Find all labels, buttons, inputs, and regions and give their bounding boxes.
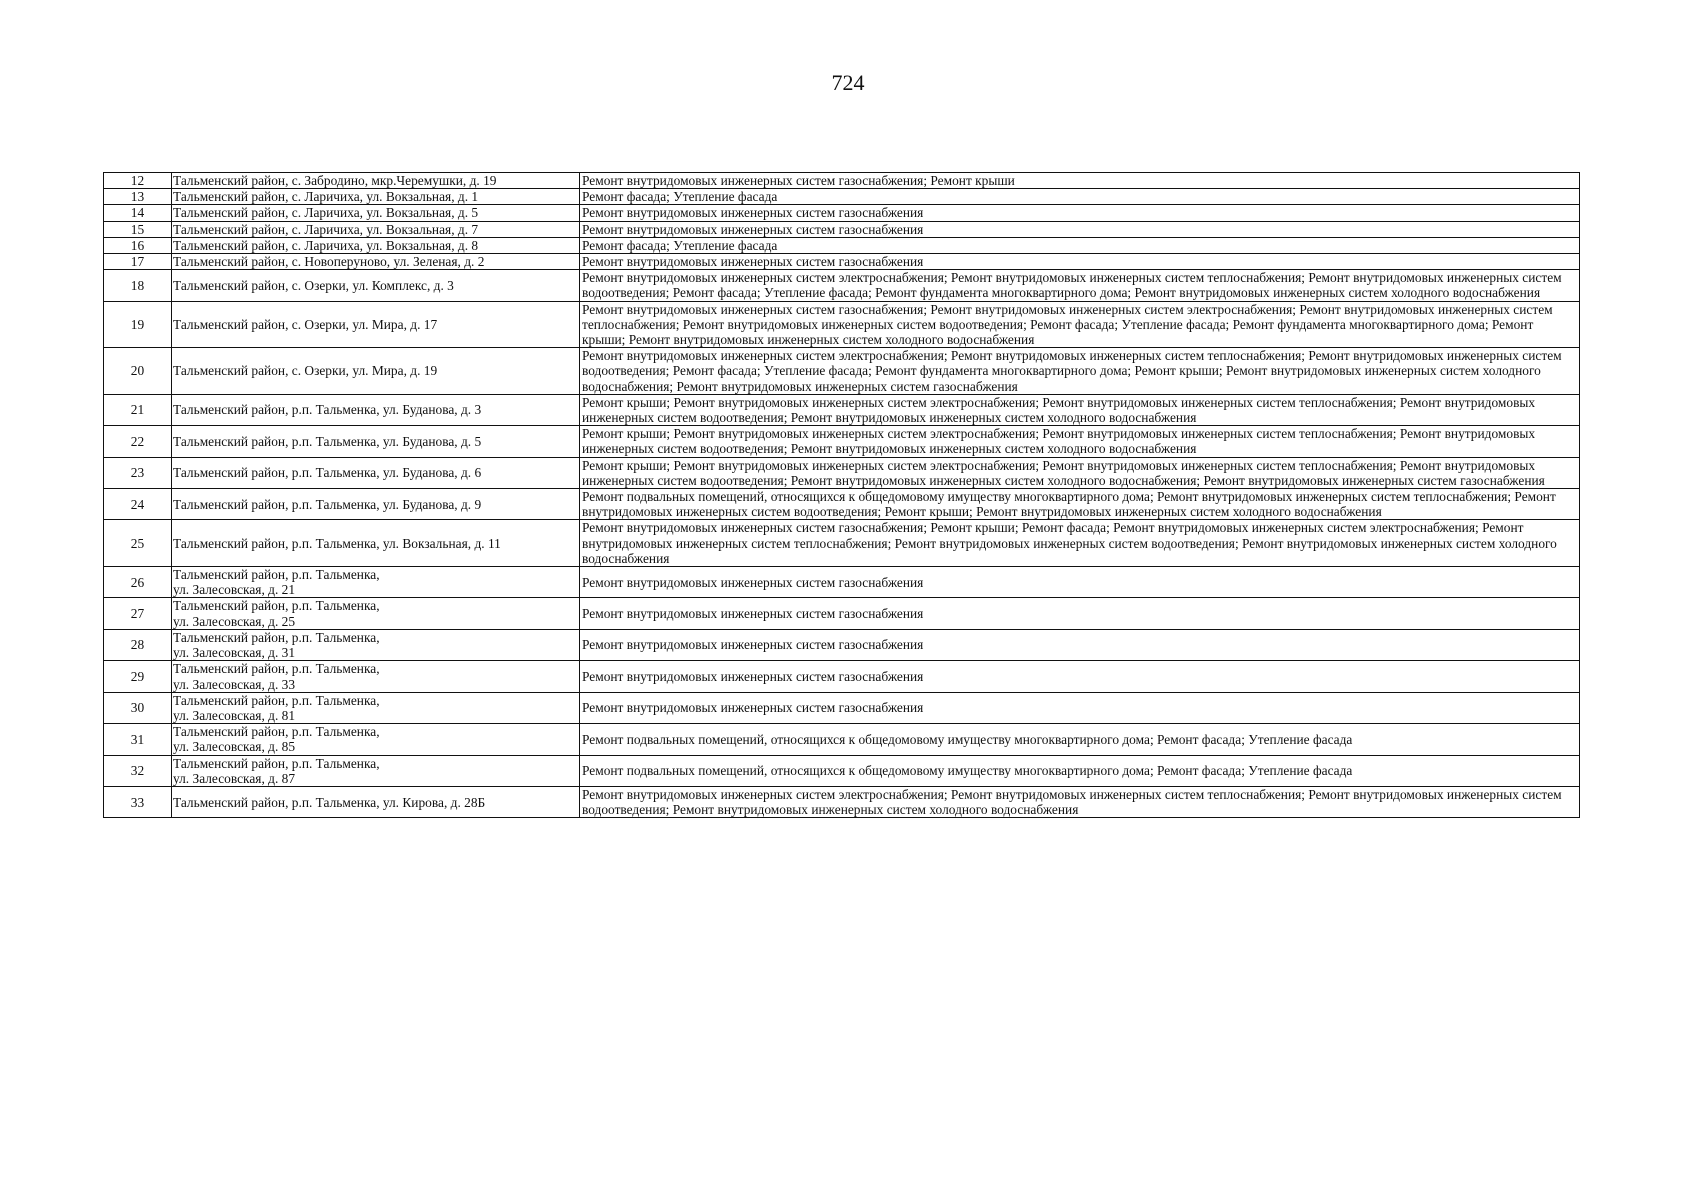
row-number: 26 xyxy=(104,567,172,598)
row-address-line: ул. Залесовская, д. 21 xyxy=(173,582,296,598)
row-number: 33 xyxy=(104,786,172,817)
row-address: Тальменский район, р.п. Тальменка, ул. Вокзальная, д. 11 xyxy=(172,520,580,567)
row-number: 19 xyxy=(104,301,172,348)
row-address: Тальменский район, р.п. Тальменка, ул. Буданова, д. 5 xyxy=(172,426,580,457)
row-address-line: Тальменский район, р.п. Тальменка, xyxy=(173,692,380,708)
table-row xyxy=(104,692,1580,723)
row-number: 25 xyxy=(104,520,172,567)
row-address-line: Тальменский район, р.п. Тальменка, xyxy=(173,724,380,740)
row-address-line: Тальменский район, р.п. Тальменка, xyxy=(173,598,380,614)
row-work: Ремонт подвальных помещений, относящихся к общедомовому имуществу многоквартирного дома; Ремонт фасада; Утепление фасада xyxy=(580,724,1580,755)
row-number: 30 xyxy=(104,692,172,723)
row-work: Ремонт крыши; Ремонт внутридомовых инженерных систем электроснабжения; Ремонт внутридомовых инженерных систем теплоснабжения; Ремонт внутридомовых инженерных систем водоотведения; Ремонт внутридомовых инженерных систем холодного водоснабжения xyxy=(580,426,1580,457)
row-number: 13 xyxy=(104,189,172,205)
row-number: 31 xyxy=(104,724,172,755)
row-address xyxy=(172,692,580,723)
row-address: Тальменский район, с. Забродино, мкр.Черемушки, д. 19 xyxy=(172,173,580,189)
table-row xyxy=(104,221,1580,237)
row-number: 21 xyxy=(104,394,172,425)
row-work: Ремонт фасада; Утепление фасада xyxy=(580,189,1580,205)
row-address-line: Тальменский район, р.п. Тальменка, xyxy=(173,755,380,771)
table-row xyxy=(104,786,1580,817)
row-work: Ремонт внутридомовых инженерных систем газоснабжения; Ремонт внутридомовых инженерных систем электроснабжения; Ремонт внутридомовых инженерных систем теплоснабжения; Ремонт внутридомовых инженерных систем водоотведения; Ремонт фасада; Утепление фасада; Ремонт фундамента многоквартирного дома; Ремонт крыши; Ремонт внутридомовых инженерных систем холодного водоснабжения xyxy=(580,301,1580,348)
row-address-line: Тальменский район, р.п. Тальменка, xyxy=(173,567,380,583)
table-row xyxy=(104,301,1580,348)
row-address: Тальменский район, с. Ларичиха, ул. Вокзальная, д. 5 xyxy=(172,205,580,221)
row-number: 28 xyxy=(104,629,172,660)
table-row xyxy=(104,489,1580,520)
row-address xyxy=(172,598,580,629)
table-row xyxy=(104,254,1580,270)
row-work: Ремонт внутридомовых инженерных систем газоснабжения xyxy=(580,567,1580,598)
row-work: Ремонт внутридомовых инженерных систем газоснабжения xyxy=(580,221,1580,237)
row-address: Тальменский район, р.п. Тальменка, ул. Буданова, д. 9 xyxy=(172,489,580,520)
row-number: 23 xyxy=(104,457,172,488)
page-number: 724 xyxy=(831,70,865,95)
row-address-line: Тальменский район, р.п. Тальменка, xyxy=(173,629,380,645)
table-row xyxy=(104,598,1580,629)
row-work: Ремонт внутридомовых инженерных систем газоснабжения; Ремонт крыши; Ремонт фасада; Ремонт внутридомовых инженерных систем электроснабжения; Ремонт внутридомовых инженерных систем теплоснабжения; Ремонт внутридомовых инженерных систем водоотведения; Ремонт внутридомовых инженерных систем холодного водоснабжения xyxy=(580,520,1580,567)
row-address-line: ул. Залесовская, д. 81 xyxy=(173,707,296,723)
row-number: 32 xyxy=(104,755,172,786)
row-work: Ремонт внутридомовых инженерных систем электроснабжения; Ремонт внутридомовых инженерных систем теплоснабжения; Ремонт внутридомовых инженерных систем водоотведения; Ремонт фасада; Утепление фасада; Ремонт фундамента многоквартирного дома; Ремонт внутридомовых инженерных систем холодного водоснабжения xyxy=(580,270,1580,301)
row-address-line: Тальменский район, р.п. Тальменка, xyxy=(173,661,380,677)
row-work: Ремонт внутридомовых инженерных систем газоснабжения xyxy=(580,254,1580,270)
row-number: 22 xyxy=(104,426,172,457)
table-row xyxy=(104,394,1580,425)
row-address: Тальменский район, р.п. Тальменка, ул. Буданова, д. 6 xyxy=(172,457,580,488)
row-work: Ремонт внутридомовых инженерных систем газоснабжения xyxy=(580,629,1580,660)
table-row xyxy=(104,237,1580,253)
row-address: Тальменский район, с. Ларичиха, ул. Вокзальная, д. 8 xyxy=(172,237,580,253)
table-row xyxy=(104,457,1580,488)
row-address: Тальменский район, с. Ларичиха, ул. Вокзальная, д. 1 xyxy=(172,189,580,205)
row-number: 15 xyxy=(104,221,172,237)
row-address: Тальменский район, р.п. Тальменка, ул. Буданова, д. 3 xyxy=(172,394,580,425)
table-row xyxy=(104,567,1580,598)
row-number: 27 xyxy=(104,598,172,629)
row-number: 29 xyxy=(104,661,172,692)
row-work: Ремонт внутридомовых инженерных систем газоснабжения xyxy=(580,692,1580,723)
row-work: Ремонт подвальных помещений, относящихся к общедомовому имуществу многоквартирного дома; Ремонт внутридомовых инженерных систем теплоснабжения; Ремонт внутридомовых инженерных систем водоотведения; Ремонт крыши; Ремонт внутридомовых инженерных систем холодного водоснабжения xyxy=(580,489,1580,520)
row-address-line: ул. Залесовская, д. 31 xyxy=(173,645,296,661)
row-work: Ремонт фасада; Утепление фасада xyxy=(580,237,1580,253)
table-row xyxy=(104,520,1580,567)
row-work: Ремонт внутридомовых инженерных систем газоснабжения xyxy=(580,598,1580,629)
row-number: 14 xyxy=(104,205,172,221)
repair-table xyxy=(103,172,1580,818)
row-work: Ремонт внутридомовых инженерных систем электроснабжения; Ремонт внутридомовых инженерных систем теплоснабжения; Ремонт внутридомовых инженерных систем водоотведения; Ремонт внутридомовых инженерных систем холодного водоснабжения xyxy=(580,786,1580,817)
table-row xyxy=(104,629,1580,660)
row-work: Ремонт подвальных помещений, относящихся к общедомовому имуществу многоквартирного дома; Ремонт фасада; Утепление фасада xyxy=(580,755,1580,786)
row-address: Тальменский район, с. Новоперуново, ул. Зеленая, д. 2 xyxy=(172,254,580,270)
table-row xyxy=(104,348,1580,395)
row-number: 20 xyxy=(104,348,172,395)
row-address: Тальменский район, с. Ларичиха, ул. Вокзальная, д. 7 xyxy=(172,221,580,237)
row-number: 24 xyxy=(104,489,172,520)
row-address xyxy=(172,567,580,598)
table-row xyxy=(104,173,1580,189)
table-row xyxy=(104,205,1580,221)
table-row xyxy=(104,724,1580,755)
row-work: Ремонт внутридомовых инженерных систем электроснабжения; Ремонт внутридомовых инженерных систем теплоснабжения; Ремонт внутридомовых инженерных систем водоотведения; Ремонт фасада; Утепление фасада; Ремонт фундамента многоквартирного дома; Ремонт крыши; Ремонт внутридомовых инженерных систем холодного водоснабжения; Ремонт внутридомовых инженерных систем газоснабжения xyxy=(580,348,1580,395)
row-address-line: ул. Залесовская, д. 33 xyxy=(173,676,296,692)
row-work: Ремонт внутридомовых инженерных систем газоснабжения xyxy=(580,205,1580,221)
row-address xyxy=(172,629,580,660)
table-row xyxy=(104,426,1580,457)
table-row xyxy=(104,755,1580,786)
row-address xyxy=(172,661,580,692)
row-number: 18 xyxy=(104,270,172,301)
row-address xyxy=(172,755,580,786)
row-address-line: ул. Залесовская, д. 85 xyxy=(173,739,296,755)
row-address: Тальменский район, с. Озерки, ул. Мира, д. 19 xyxy=(172,348,580,395)
row-address: Тальменский район, р.п. Тальменка, ул. Кирова, д. 28Б xyxy=(172,786,580,817)
row-work: Ремонт крыши; Ремонт внутридомовых инженерных систем электроснабжения; Ремонт внутридомовых инженерных систем теплоснабжения; Ремонт внутридомовых инженерных систем водоотведения; Ремонт внутридомовых инженерных систем холодного водоснабжения xyxy=(580,394,1580,425)
row-number: 12 xyxy=(104,173,172,189)
table-row xyxy=(104,189,1580,205)
row-address xyxy=(172,724,580,755)
row-work: Ремонт внутридомовых инженерных систем газоснабжения; Ремонт крыши xyxy=(580,173,1580,189)
row-address-line: ул. Залесовская, д. 25 xyxy=(173,613,296,629)
table-row xyxy=(104,661,1580,692)
row-number: 16 xyxy=(104,237,172,253)
row-number: 17 xyxy=(104,254,172,270)
row-address-line: ул. Залесовская, д. 87 xyxy=(173,770,296,786)
row-work: Ремонт крыши; Ремонт внутридомовых инженерных систем электроснабжения; Ремонт внутридомовых инженерных систем теплоснабжения; Ремонт внутридомовых инженерных систем водоотведения; Ремонт внутридомовых инженерных систем холодного водоснабжения; Ремонт внутридомовых инженерных систем газоснабжения xyxy=(580,457,1580,488)
row-work: Ремонт внутридомовых инженерных систем газоснабжения xyxy=(580,661,1580,692)
row-address: Тальменский район, с. Озерки, ул. Мира, д. 17 xyxy=(172,301,580,348)
table-row xyxy=(104,270,1580,301)
row-address: Тальменский район, с. Озерки, ул. Комплекс, д. 3 xyxy=(172,270,580,301)
